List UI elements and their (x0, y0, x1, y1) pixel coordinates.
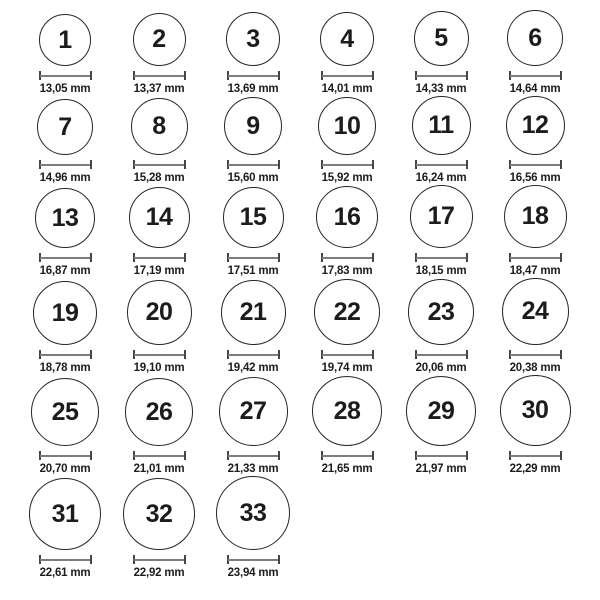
ring-circle (314, 279, 380, 345)
dimension-tick-right (184, 350, 186, 359)
diameter-label: 17,19 mm (133, 265, 185, 277)
dimension-bar (40, 164, 91, 166)
ring-size-cell (300, 279, 394, 375)
diameter-dimension-line (133, 451, 186, 460)
dimension-bar (40, 75, 91, 77)
dimension-bar (134, 257, 185, 259)
ring-size-number: 20 (145, 298, 173, 326)
ring-size-row (0, 185, 600, 278)
ring-size-cell (18, 99, 112, 185)
ring-size-cell (18, 281, 112, 375)
dimension-bar (416, 257, 467, 259)
ring-circle (414, 11, 469, 66)
dimension-tick-right (372, 451, 374, 460)
diameter-label: 20,70 mm (39, 463, 91, 475)
ring-circle (29, 478, 101, 550)
diameter-dimension-line (227, 350, 280, 359)
ring-size-number: 4 (340, 24, 354, 53)
dimension-bar (228, 455, 279, 457)
dimension-bar (510, 164, 561, 166)
diameter-label: 14,01 mm (321, 83, 373, 95)
ring-circle (506, 96, 565, 155)
diameter-dimension-line (321, 253, 374, 262)
diameter-dimension-line (509, 160, 562, 169)
diameter-label: 20,06 mm (415, 362, 467, 374)
dimension-tick-right (184, 253, 186, 262)
ring-size-number: 9 (246, 111, 260, 140)
diameter-dimension-line (509, 451, 562, 460)
dimension-tick-right (560, 160, 562, 169)
ring-size-cell (112, 280, 206, 375)
ring-circle (410, 185, 473, 248)
ring-circle (224, 97, 282, 155)
ring-size-cell (112, 378, 206, 476)
dimension-bar (134, 354, 185, 356)
dimension-tick-right (90, 451, 92, 460)
diameter-dimension-line (321, 350, 374, 359)
ring-size-number: 25 (51, 397, 79, 426)
dimension-tick-right (90, 71, 92, 80)
dimension-tick-right (466, 71, 468, 80)
diameter-label: 16,24 mm (415, 172, 467, 184)
dimension-tick-right (560, 350, 562, 359)
ring-size-cell (488, 10, 582, 96)
ring-size-number: 14 (145, 203, 173, 231)
diameter-dimension-line (39, 451, 92, 460)
ring-size-cell (488, 278, 582, 375)
diameter-label: 17,51 mm (227, 265, 279, 277)
diameter-label: 23,94 mm (227, 567, 279, 579)
diameter-dimension-line (39, 160, 92, 169)
ring-size-cell (18, 14, 112, 96)
diameter-label: 21,01 mm (133, 463, 185, 475)
ring-circle (127, 280, 192, 345)
ring-circle (39, 14, 91, 66)
diameter-dimension-line (509, 253, 562, 262)
ring-size-cell (300, 97, 394, 185)
ring-circle (318, 97, 376, 155)
ring-circle (133, 13, 186, 66)
ring-size-number: 23 (427, 297, 455, 326)
ring-size-row (0, 10, 600, 96)
ring-size-cell (112, 187, 206, 278)
dimension-bar (228, 75, 279, 77)
ring-size-number: 33 (239, 498, 267, 527)
diameter-dimension-line (321, 71, 374, 80)
ring-size-row (0, 96, 600, 185)
dimension-bar (134, 455, 185, 457)
ring-size-number: 21 (239, 298, 267, 326)
ring-circle (33, 281, 97, 345)
dimension-tick-right (466, 350, 468, 359)
ring-size-cell (394, 279, 488, 375)
ring-size-cell (206, 476, 300, 580)
dimension-bar (510, 354, 561, 356)
dimension-tick-right (278, 555, 280, 564)
ring-size-number: 2 (152, 25, 166, 53)
dimension-bar (134, 75, 185, 77)
ring-size-number: 30 (521, 396, 549, 424)
diameter-dimension-line (133, 71, 186, 80)
ring-size-cell (112, 98, 206, 185)
diameter-label: 22,29 mm (509, 463, 561, 475)
ring-size-cell (488, 96, 582, 185)
diameter-dimension-line (227, 253, 280, 262)
dimension-bar (40, 257, 91, 259)
ring-size-cell (300, 186, 394, 278)
ring-size-number: 22 (333, 297, 361, 326)
diameter-dimension-line (509, 350, 562, 359)
diameter-dimension-line (227, 555, 280, 564)
ring-circle (131, 98, 188, 155)
ring-size-number: 6 (528, 23, 542, 52)
ring-size-cell (488, 185, 582, 278)
dimension-bar (322, 257, 373, 259)
ring-size-cell (112, 478, 206, 580)
ring-size-number: 17 (427, 202, 455, 230)
diameter-label: 19,74 mm (321, 362, 373, 374)
diameter-label: 18,78 mm (39, 362, 91, 374)
ring-size-number: 13 (51, 203, 79, 232)
diameter-dimension-line (39, 253, 92, 262)
diameter-dimension-line (133, 253, 186, 262)
diameter-label: 18,15 mm (415, 265, 467, 277)
ring-circle (216, 476, 290, 550)
ring-size-number: 28 (333, 396, 361, 425)
ring-size-cell (206, 377, 300, 476)
dimension-tick-right (278, 253, 280, 262)
ring-size-number: 10 (333, 111, 361, 140)
ring-size-cell (206, 12, 300, 96)
ring-size-cell (300, 376, 394, 476)
ring-circle (502, 278, 569, 345)
dimension-tick-right (184, 71, 186, 80)
ring-size-cell (394, 11, 488, 96)
dimension-bar (322, 455, 373, 457)
dimension-tick-right (90, 555, 92, 564)
ring-size-cell (394, 376, 488, 476)
diameter-label: 15,28 mm (133, 172, 185, 184)
diameter-label: 22,92 mm (133, 567, 185, 579)
dimension-tick-right (372, 350, 374, 359)
dimension-tick-right (184, 451, 186, 460)
dimension-tick-right (184, 555, 186, 564)
ring-size-number: 27 (239, 397, 267, 425)
ring-circle (312, 376, 382, 446)
ring-size-cell (488, 375, 582, 476)
dimension-tick-right (90, 160, 92, 169)
diameter-label: 14,33 mm (415, 83, 467, 95)
ring-size-number: 11 (428, 111, 454, 139)
diameter-dimension-line (39, 555, 92, 564)
ring-size-cell (300, 12, 394, 96)
diameter-dimension-line (39, 71, 92, 80)
ring-circle (31, 378, 99, 446)
ring-size-number: 18 (521, 202, 549, 230)
ring-size-number: 5 (434, 24, 448, 52)
ring-size-number: 16 (333, 202, 361, 231)
dimension-tick-right (560, 253, 562, 262)
diameter-label: 13,37 mm (133, 83, 185, 95)
ring-circle (408, 279, 474, 345)
diameter-dimension-line (415, 71, 468, 80)
diameter-dimension-line (133, 160, 186, 169)
diameter-label: 13,05 mm (39, 83, 91, 95)
ring-size-number: 24 (521, 297, 549, 325)
ring-circle (504, 185, 567, 248)
ring-circle (35, 188, 95, 248)
dimension-bar (416, 75, 467, 77)
dimension-bar (510, 455, 561, 457)
dimension-tick-right (90, 253, 92, 262)
ring-size-cell (206, 280, 300, 375)
diameter-label: 19,10 mm (133, 362, 185, 374)
dimension-tick-right (278, 160, 280, 169)
diameter-dimension-line (415, 451, 468, 460)
ring-size-number: 7 (58, 112, 72, 141)
dimension-tick-right (372, 160, 374, 169)
diameter-label: 21,97 mm (415, 463, 467, 475)
dimension-tick-right (560, 71, 562, 80)
ring-circle (223, 187, 284, 248)
ring-circle (226, 12, 280, 66)
ring-size-number: 32 (145, 499, 173, 528)
diameter-dimension-line (133, 555, 186, 564)
diameter-label: 22,61 mm (39, 567, 91, 579)
diameter-label: 20,38 mm (509, 362, 561, 374)
dimension-tick-right (278, 71, 280, 80)
ring-size-row (0, 476, 600, 580)
dimension-bar (40, 455, 91, 457)
dimension-bar (134, 164, 185, 166)
ring-size-cell (394, 96, 488, 185)
ring-circle (500, 375, 571, 446)
diameter-dimension-line (39, 350, 92, 359)
ring-circle (320, 12, 374, 66)
diameter-label: 14,64 mm (509, 83, 561, 95)
ring-size-number: 26 (145, 397, 173, 426)
ring-size-cell (206, 187, 300, 278)
dimension-tick-right (466, 160, 468, 169)
dimension-tick-right (184, 160, 186, 169)
ring-size-number: 29 (427, 396, 455, 425)
ring-circle (406, 376, 476, 446)
ring-circle (129, 187, 190, 248)
dimension-tick-right (278, 451, 280, 460)
diameter-label: 14,96 mm (39, 172, 91, 184)
dimension-bar (416, 455, 467, 457)
diameter-dimension-line (227, 160, 280, 169)
diameter-dimension-line (415, 253, 468, 262)
ring-circle (316, 186, 378, 248)
diameter-label: 16,56 mm (509, 172, 561, 184)
dimension-bar (40, 354, 91, 356)
dimension-tick-right (560, 451, 562, 460)
dimension-bar (134, 559, 185, 561)
ring-circle (125, 378, 193, 446)
diameter-dimension-line (227, 451, 280, 460)
ring-size-grid (0, 10, 600, 580)
diameter-label: 15,92 mm (321, 172, 373, 184)
dimension-tick-right (90, 350, 92, 359)
ring-circle (507, 10, 563, 66)
diameter-dimension-line (509, 71, 562, 80)
ring-circle (412, 96, 471, 155)
dimension-bar (228, 559, 279, 561)
ring-circle (37, 99, 93, 155)
diameter-label: 21,33 mm (227, 463, 279, 475)
ring-size-row (0, 278, 600, 375)
ring-size-cell (112, 13, 206, 96)
ring-size-number: 1 (58, 25, 72, 54)
dimension-bar (228, 164, 279, 166)
ring-size-cell (394, 185, 488, 278)
ring-size-number: 19 (51, 298, 79, 327)
diameter-label: 18,47 mm (509, 265, 561, 277)
dimension-bar (322, 164, 373, 166)
dimension-bar (416, 354, 467, 356)
ring-size-number: 3 (246, 24, 260, 53)
diameter-label: 16,87 mm (39, 265, 91, 277)
ring-size-cell (18, 188, 112, 278)
ring-size-row (0, 375, 600, 476)
dimension-bar (510, 75, 561, 77)
diameter-label: 17,83 mm (321, 265, 373, 277)
dimension-bar (40, 559, 91, 561)
ring-size-number: 15 (239, 203, 267, 231)
dimension-tick-right (278, 350, 280, 359)
dimension-tick-right (466, 253, 468, 262)
dimension-bar (510, 257, 561, 259)
ring-circle (123, 478, 195, 550)
dimension-tick-right (372, 253, 374, 262)
ring-circle (219, 377, 288, 446)
diameter-label: 19,42 mm (227, 362, 279, 374)
diameter-label: 21,65 mm (321, 463, 373, 475)
diameter-dimension-line (415, 350, 468, 359)
diameter-label: 15,60 mm (227, 172, 279, 184)
dimension-bar (228, 257, 279, 259)
diameter-label: 13,69 mm (227, 83, 279, 95)
diameter-dimension-line (415, 160, 468, 169)
dimension-bar (322, 354, 373, 356)
diameter-dimension-line (227, 71, 280, 80)
dimension-tick-right (372, 71, 374, 80)
diameter-dimension-line (321, 160, 374, 169)
dimension-bar (228, 354, 279, 356)
ring-size-cell (18, 378, 112, 476)
ring-size-cell (18, 478, 112, 580)
dimension-bar (416, 164, 467, 166)
dimension-tick-right (466, 451, 468, 460)
ring-size-number: 8 (152, 112, 166, 140)
diameter-dimension-line (133, 350, 186, 359)
ring-size-number: 12 (521, 111, 549, 139)
ring-size-number: 31 (51, 499, 79, 528)
ring-circle (221, 280, 286, 345)
ring-size-cell (206, 97, 300, 185)
dimension-bar (322, 75, 373, 77)
diameter-dimension-line (321, 451, 374, 460)
